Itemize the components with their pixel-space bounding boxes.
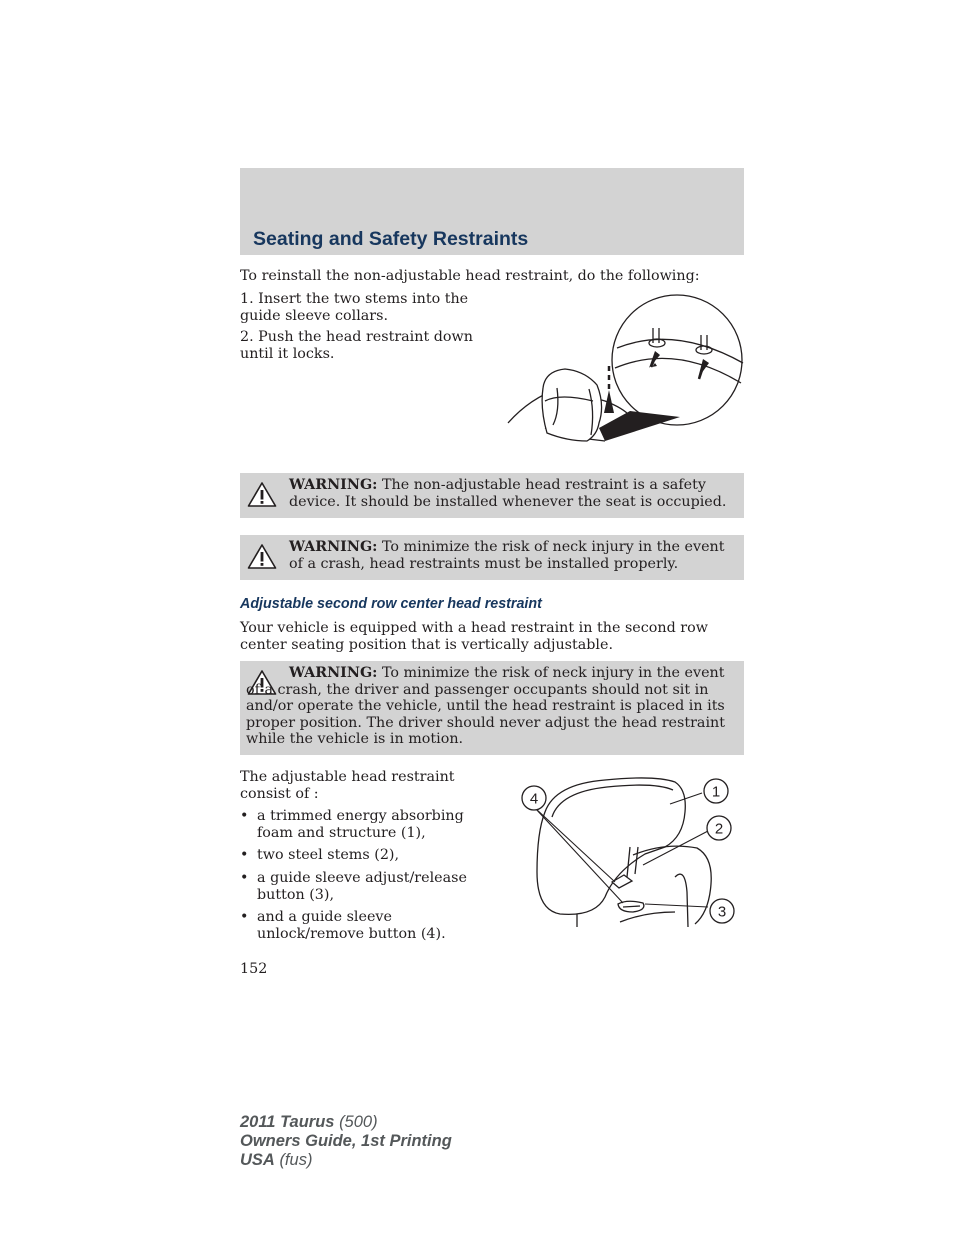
warning-triangle-icon bbox=[247, 481, 277, 508]
step-1: 1. Insert the two stems into the guide sleeve collars. bbox=[240, 291, 469, 324]
bullet-glyph: • bbox=[240, 909, 249, 925]
callout-3: 3 bbox=[717, 903, 727, 921]
list-item: • two steel stems (2), bbox=[240, 847, 400, 863]
subheading: Adjustable second row center head restraint bbox=[240, 596, 542, 612]
warning-label: WARNING: bbox=[289, 539, 378, 555]
callout-2: 2 bbox=[714, 820, 724, 838]
footer bbox=[240, 1113, 452, 1170]
warning-text-2: WARNING: To minimize the risk of neck injury in the event of a crash, head restraints must be installed properly. bbox=[289, 539, 725, 572]
bullet-glyph: • bbox=[240, 808, 249, 824]
adjustable-head-restraint-illustration bbox=[515, 772, 745, 932]
adjustable-intro-text: Your vehicle is equipped with a head restraint in the second row center seating position that is vertically adjustable. bbox=[240, 620, 708, 653]
warning-label: WARNING: bbox=[289, 477, 378, 493]
footer-model-line: 2011 Taurus (500) bbox=[240, 1113, 378, 1131]
list-item: • a guide sleeve adjust/release button (3), bbox=[240, 870, 467, 903]
warning-triangle-icon bbox=[247, 543, 277, 570]
footer-guide-line: Owners Guide, 1st Printing bbox=[240, 1132, 452, 1150]
bullet-glyph: • bbox=[240, 847, 249, 863]
warning-box-3 bbox=[240, 661, 744, 755]
warning-text-3: WARNING: To minimize the risk of neck injury in the event of a crash, the driver and passenger occupants should not sit in and/or operate the vehicle, until the head restraint is placed in its proper position. The driver should never adjust the head restraint while the vehicle is in motion. bbox=[246, 665, 725, 747]
callout-1: 1 bbox=[711, 783, 721, 801]
step-2: 2. Push the head restraint down until it locks. bbox=[240, 329, 473, 362]
consist-intro-text: The adjustable head restraint consist of : bbox=[240, 769, 455, 802]
list-item: • a trimmed energy absorbing foam and structure (1), bbox=[240, 808, 464, 841]
list-item: • and a guide sleeve unlock/remove button (4). bbox=[240, 909, 446, 942]
warning-box-1 bbox=[240, 473, 744, 518]
callout-4: 4 bbox=[529, 790, 539, 808]
page-number: 152 bbox=[240, 961, 268, 977]
section-title: Seating and Safety Restraints bbox=[253, 228, 529, 250]
footer-region-line: USA (fus) bbox=[240, 1151, 313, 1169]
head-restraint-install-illustration bbox=[505, 293, 750, 453]
warning-text-1: WARNING: The non-adjustable head restraint is a safety device. It should be installed whenever the seat is occupied. bbox=[289, 477, 727, 510]
bullet-glyph: • bbox=[240, 870, 249, 886]
warning-label: WARNING: bbox=[289, 665, 378, 681]
warning-box-2 bbox=[240, 535, 744, 580]
intro-text: To reinstall the non-adjustable head restraint, do the following: bbox=[240, 268, 700, 284]
